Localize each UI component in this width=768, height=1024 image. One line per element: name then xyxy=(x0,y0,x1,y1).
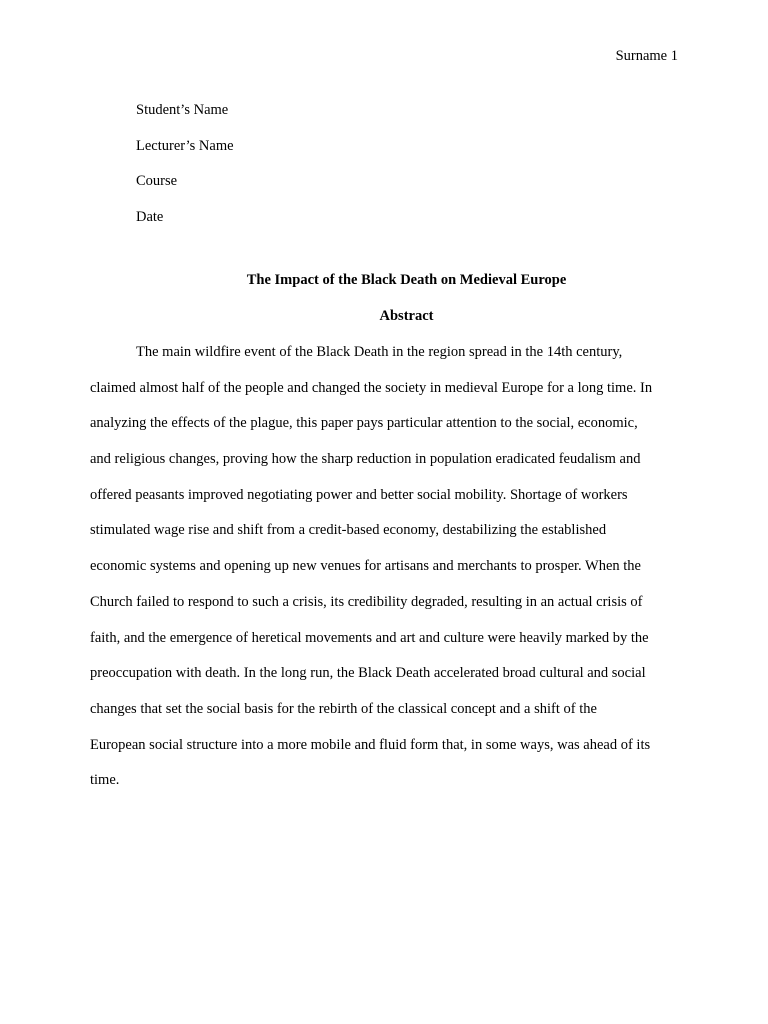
abstract-heading: Abstract xyxy=(379,308,434,324)
abstract-line: time. xyxy=(90,772,120,789)
course-name: Course xyxy=(136,173,178,190)
abstract-line: and religious changes, proving how the sharp reduction in population eradicated feudalism and xyxy=(90,451,641,468)
paper-title: The Impact of the Black Death on Medieval Europe xyxy=(246,272,567,288)
abstract-line: European social structure into a more mobile and fluid form that, in some ways, was ahead of its xyxy=(90,736,651,753)
abstract-line: offered peasants improved negotiating power and better social mobility. Shortage of workers xyxy=(90,486,628,503)
mla-heading-block xyxy=(136,93,234,236)
lecturer-name: Lecturer’s Name xyxy=(136,137,234,154)
student-name: Student’s Name xyxy=(136,102,229,118)
page-header-surname: Surname 1 xyxy=(615,48,678,64)
abstract-line: economic systems and opening up new venues for artisans and merchants to prosper. When the xyxy=(90,558,641,575)
abstract-body xyxy=(90,343,690,807)
abstract-line: preoccupation with death. In the long run, the Black Death accelerated broad cultural and social xyxy=(90,665,646,682)
abstract-line: stimulated wage rise and shift from a credit-based economy, destabilizing the established xyxy=(90,522,607,539)
abstract-line: Church failed to respond to such a crisis, its credibility degraded, resulting in an actual crisis of xyxy=(90,593,643,610)
date-line: Date xyxy=(136,209,164,226)
abstract-line: analyzing the effects of the plague, this paper pays particular attention to the social, economic, xyxy=(90,415,638,432)
abstract-line: The main wildfire event of the Black Death in the region spread in the 14th century, xyxy=(136,344,623,360)
abstract-line: faith, and the emergence of heretical movements and art and culture were heavily marked by the xyxy=(90,629,649,646)
abstract-line: changes that set the social basis for the rebirth of the classical concept and a shift of the xyxy=(90,700,597,717)
abstract-line: claimed almost half of the people and changed the society in medieval Europe for a long time. In xyxy=(90,379,653,396)
